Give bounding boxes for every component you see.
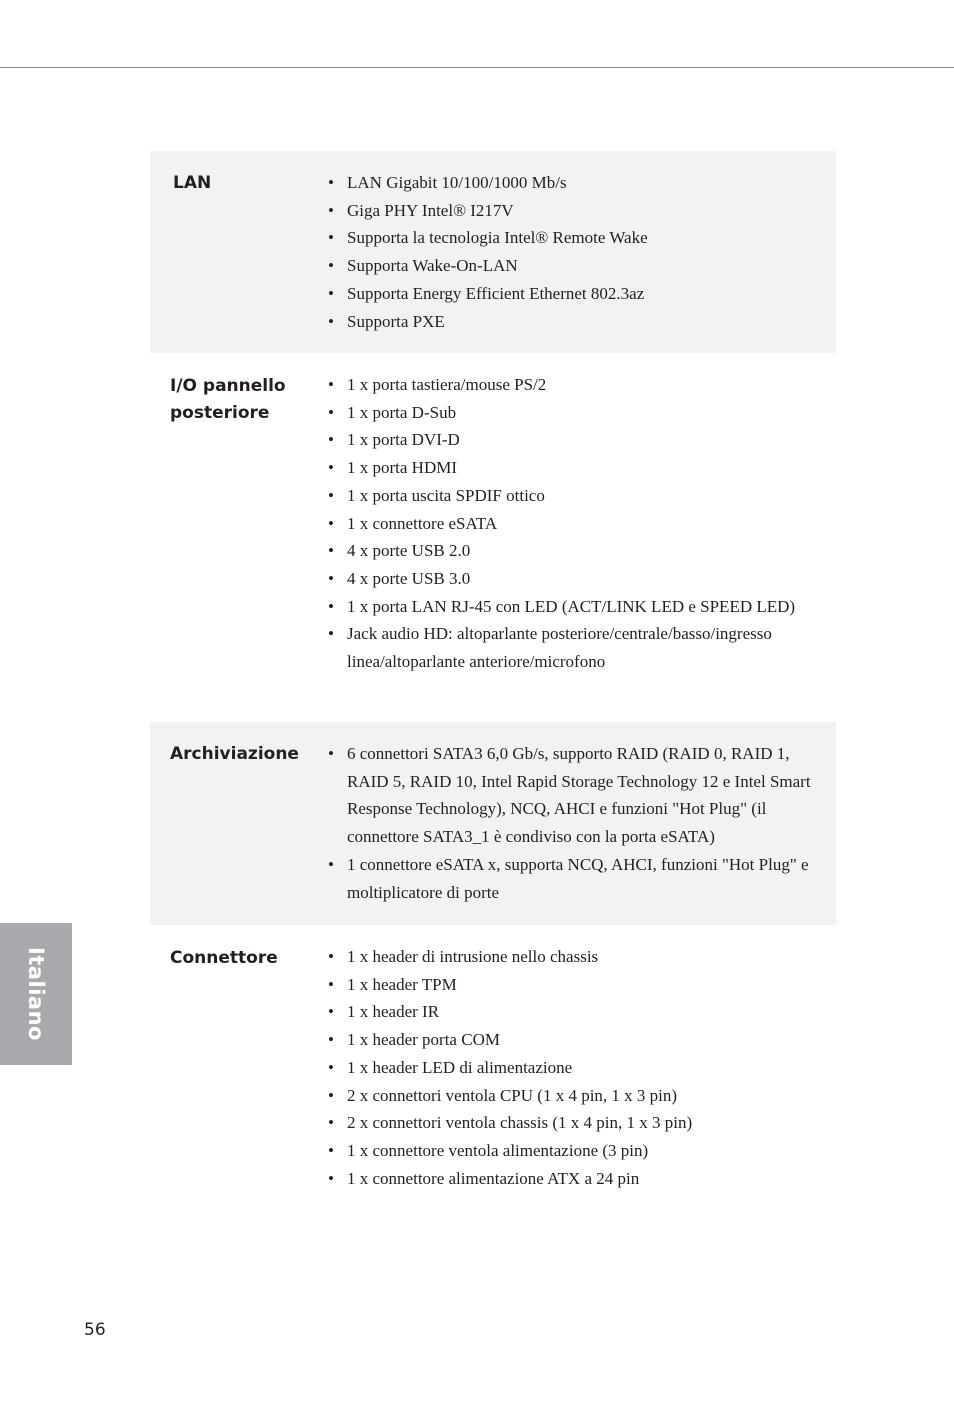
list-item: • Giga PHY Intel® I217V: [347, 197, 817, 225]
bullet-icon: •: [328, 228, 334, 248]
list-item: • 1 x connettore eSATA: [347, 510, 817, 538]
list-item: • 1 x connettore alimentazione ATX a 24 pin: [347, 1165, 817, 1193]
list-item: • 1 x porta LAN RJ-45 con LED (ACT/LINK LED e SPEED LED): [347, 593, 817, 621]
bullet-icon: •: [328, 974, 334, 994]
list-item: • 1 x porta tastiera/mouse PS/2: [347, 371, 817, 399]
list-item: • 4 x porte USB 3.0: [347, 565, 817, 593]
spec-row-io: [150, 353, 836, 722]
bullet-icon: •: [328, 256, 334, 276]
page-number: 56: [84, 1320, 106, 1340]
bullet-icon: •: [328, 513, 334, 533]
bullet-icon: •: [328, 430, 334, 450]
list-item: • 1 x porta DVI-D: [347, 426, 817, 454]
bullet-icon: •: [328, 1057, 334, 1077]
spec-label-connector: Connettore: [170, 948, 278, 968]
bullet-icon: •: [328, 200, 334, 220]
list-item: • 1 x porta HDMI: [347, 454, 817, 482]
spec-table: [150, 151, 836, 1215]
list-item: • Supporta la tecnologia Intel® Remote Wake: [347, 224, 817, 252]
language-side-tab: [0, 923, 72, 1065]
spec-label-lan: LAN: [173, 173, 212, 193]
bullet-icon: •: [328, 541, 334, 561]
bullet-icon: •: [328, 1113, 334, 1133]
bullet-icon: •: [328, 1140, 334, 1160]
list-item: • 6 connettori SATA3 6,0 Gb/s, supporto RAID (RAID 0, RAID 1, RAID 5, RAID 10, Intel Rapid Storage Technology 12 e Intel Smart Response Technology), NCQ, AHCI e funzioni "Hot Plug" (il connettore SATA3_1 è condiviso con la porta eSATA): [347, 740, 817, 851]
spec-row-storage: [150, 722, 836, 925]
bullet-icon: •: [328, 485, 334, 505]
bullet-icon: •: [328, 744, 334, 763]
list-item: • Supporta PXE: [347, 308, 817, 336]
bullet-icon: •: [328, 283, 334, 303]
spec-list-storage: [328, 740, 817, 906]
spec-list-io: [328, 371, 817, 676]
list-item: • 1 x porta uscita SPDIF ottico: [347, 482, 817, 510]
bullet-icon: •: [328, 947, 334, 966]
list-item: • 1 x header porta COM: [347, 1026, 817, 1054]
bullet-icon: •: [328, 1168, 334, 1188]
bullet-icon: •: [328, 173, 334, 192]
spec-list-lan: [328, 169, 817, 335]
list-item: • 2 x connettori ventola CPU (1 x 4 pin, 1 x 3 pin): [347, 1082, 817, 1110]
bullet-icon: •: [328, 624, 334, 644]
list-item: • LAN Gigabit 10/100/1000 Mb/s: [347, 169, 817, 197]
list-item: • 1 x header TPM: [347, 971, 817, 999]
bullet-icon: •: [328, 1002, 334, 1022]
language-tab-label: Italiano: [24, 947, 48, 1041]
list-item: • Supporta Energy Efficient Ethernet 802.3az: [347, 280, 817, 308]
header-rule: [0, 67, 954, 68]
list-item: • 1 x connettore ventola alimentazione (3 pin): [347, 1137, 817, 1165]
list-item: • 1 x header di intrusione nello chassis: [347, 943, 817, 971]
list-item: • 1 connettore eSATA x, supporta NCQ, AHCI, funzioni "Hot Plug" e moltiplicatore di porte: [347, 851, 817, 906]
bullet-icon: •: [328, 1030, 334, 1050]
bullet-icon: •: [328, 596, 334, 616]
list-item: • Supporta Wake-On-LAN: [347, 252, 817, 280]
spec-row-lan: [150, 151, 836, 353]
list-item: • 2 x connettori ventola chassis (1 x 4 pin, 1 x 3 pin): [347, 1109, 817, 1137]
list-item: • 1 x porta D-Sub: [347, 399, 817, 427]
spec-label-storage: Archiviazione: [170, 744, 299, 764]
spec-label-io: I/O pannello posteriore: [170, 376, 286, 423]
list-item: • Jack audio HD: altoparlante posteriore/centrale/basso/ingresso linea/altoparlante anteriore/microfono: [347, 620, 817, 675]
bullet-icon: •: [328, 568, 334, 588]
bullet-icon: •: [328, 854, 334, 874]
spec-row-connector: [150, 925, 836, 1215]
bullet-icon: •: [328, 311, 334, 331]
spec-list-connector: [328, 943, 817, 1192]
list-item: • 1 x header IR: [347, 998, 817, 1026]
bullet-icon: •: [328, 375, 334, 394]
list-item: • 4 x porte USB 2.0: [347, 537, 817, 565]
bullet-icon: •: [328, 402, 334, 422]
bullet-icon: •: [328, 1085, 334, 1105]
list-item: • 1 x header LED di alimentazione: [347, 1054, 817, 1082]
bullet-icon: •: [328, 458, 334, 478]
